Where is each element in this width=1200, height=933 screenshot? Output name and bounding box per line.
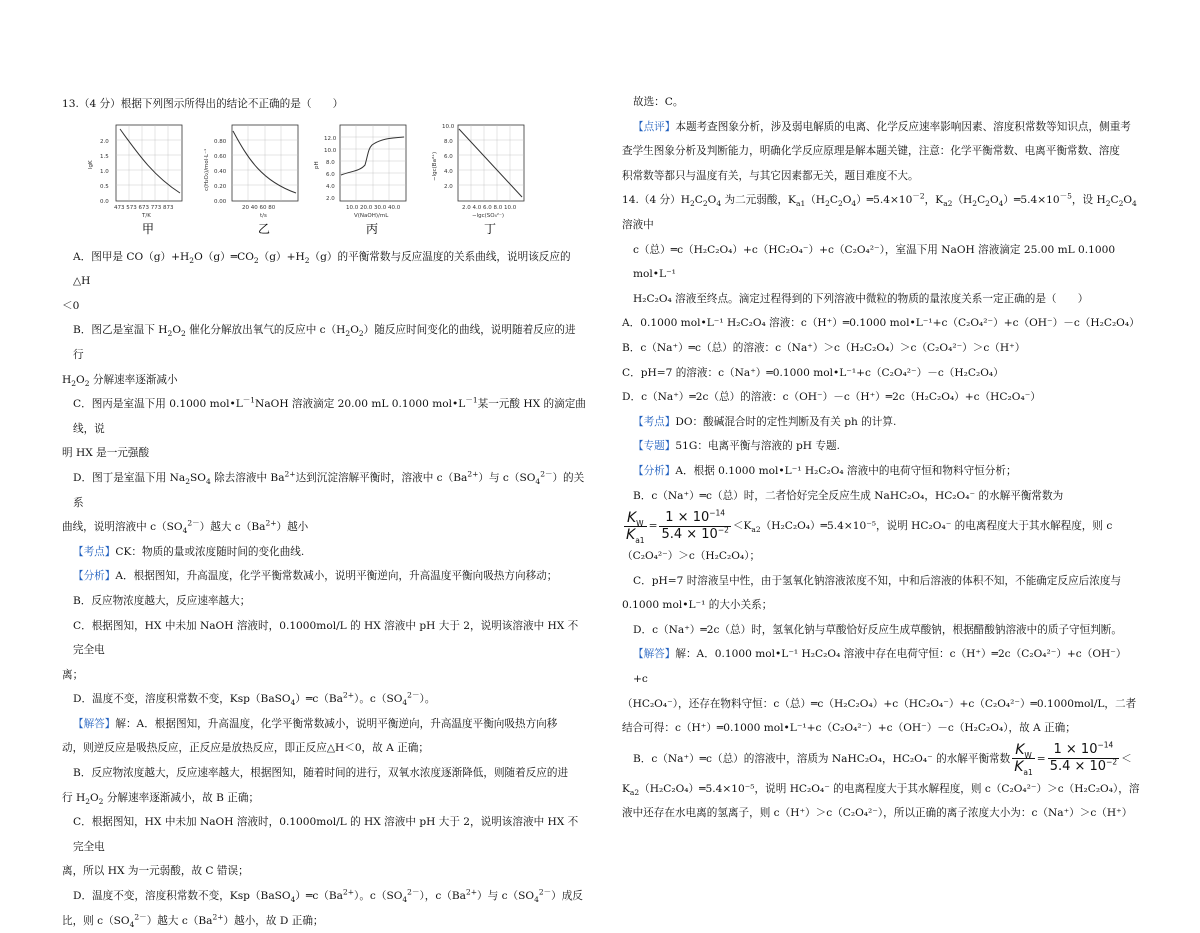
ding-xticks: 2.0 4.0 6.0 8.0 10.0 — [462, 204, 517, 211]
q13-option-a-cont: ＜0 — [62, 299, 80, 312]
q13-figures — [62, 119, 586, 243]
q14-jieda-b-cont: $K_{a2}(H_2C_2O_4)═5.4\times 10^{-5}$，说明 HC₂O₄⁻ 的电离程度大于其水解程度，则 c（C₂O₄²⁻）＞c（H₂C₂O₄），溶 — [622, 782, 1140, 797]
q14-zhuanti: 【专题】51G：电离平衡与溶液的 pH 专题. — [633, 440, 840, 453]
q14-option-c: C．pH=7 的溶液：c（Na⁺）═0.1000 mol•L⁻¹+c（C₂O₄²⁻）－c（H₂C₂O₄） — [622, 366, 1004, 379]
q13-kaodian: 【考点】CK：物质的量或浓度随时间的变化曲线. — [73, 545, 305, 558]
bing-ytick-4: 4.0 — [326, 183, 335, 190]
yi-ylabel: c(H₂O₂)/mol·L⁻¹ — [204, 148, 210, 191]
q13-jieda-d-cont: 比，则 $c(SO_4^{2-})$越大 $c(Ba^{2+})$越小，故 D 正确； — [62, 912, 324, 929]
q14-fenxi: 【分析】A．根据 0.1000 mol•L⁻¹ H₂C₂O₄ 溶液中的电荷守恒和物料守恒分析； — [633, 464, 1017, 477]
bing-ylabel: pH — [314, 160, 320, 169]
q14-title: 14.（4 分）$H_2C_2O_4$ 为二元弱酸，$K_{a1}(H_2C_2O_4)═5.4\times 10^{-2}$，$K_{a2}(H_2C_2O_4)═5.4\times 10^{-5}$，设 $H_2C_2O_4$ 溶液中 — [622, 191, 1137, 231]
jia-ytick-4: 0.0 — [100, 198, 109, 205]
numeric-fraction: $\frac{1 \times 10^{-14}}{5.4 \times 10^{-2}}$ — [661, 508, 729, 542]
jia-ytick-3: 0.5 — [100, 183, 109, 190]
q14-line-2: c（总）═c（H₂C₂O₄）+c（HC₂O₄⁻）+c（C₂O₄²⁻），室温下用 NaOH 溶液滴定 25.00 mL 0.1000 mol•L⁻¹ — [633, 243, 1116, 281]
bing-label: 丙 — [366, 221, 379, 236]
bing-xticks: 10.0 20.0 30.0 40.0 — [346, 204, 401, 211]
q13-option-c-cont: 明 HX 是一元强酸 — [62, 447, 150, 460]
yi-ytick-1: 0.60 — [214, 153, 227, 160]
bing-ytick-3: 6.0 — [326, 171, 335, 178]
q13-answer: 故选：C。 — [633, 96, 684, 108]
q14-fenxi-c-cont: 0.1000 mol•L⁻¹ 的大小关系； — [622, 599, 773, 612]
q13-dianping: 【点评】本题考查图象分析，涉及弱电解质的电离、化学反应速率影响因素、溶度积常数等知识点，侧重考 — [633, 120, 1131, 133]
bing-ytick-2: 8.0 — [326, 159, 335, 166]
figure-yi — [202, 119, 302, 253]
q14-jieda-a3: 结合可得：c（H⁺）═0.1000 mol•L⁻¹+c（C₂O₄²⁻）+c（OH⁻）－c（H₂C₂O₄），故 A 正确； — [622, 722, 1076, 735]
figure-ding — [428, 119, 528, 253]
figure-yi-plot — [202, 119, 302, 243]
q13-fenxi-d: D．温度不变，溶度积常数不变，$Ksp(BaSO_4)═c(Ba^{2+})$。$c(SO_4^{2-})$。 — [73, 690, 436, 708]
q13-dianping-2: 查学生图象分析及判断能力，明确化学反应原理是解本题关键，注意：化学平衡常数、电离平衡常数、溶度 — [622, 145, 1120, 158]
q13-dianping-3: 积常数等都只与温度有关，与其它因素都无关，题目难度不大。 — [622, 169, 919, 182]
q13-jieda-c: C．根据图知，HX 中未加 NaOH 溶液时，0.1000mol/L 的 HX 溶液中 pH 大于 2，说明该溶液中 HX 不完全电 — [73, 816, 579, 853]
ding-label: 丁 — [484, 221, 497, 236]
q13-jieda-c-cont: 离，所以 HX 为一元弱酸，故 C 错误； — [62, 865, 249, 878]
bing-ytick-1: 10.0 — [324, 147, 337, 154]
figure-jia — [86, 119, 186, 253]
figure-jia-plot — [86, 119, 186, 243]
figure-bing — [310, 119, 410, 253]
q13-jieda: 【解答】解：A．根据图知，升高温度，化学平衡常数减小，说明平衡逆向，升高温度平衡向吸热方向移 — [73, 717, 558, 730]
q13-jieda-a-cont: 动，则逆反应是吸热反应，正反应是放热反应，即正反应△H＜0，故 A 正确； — [62, 742, 429, 755]
q13-option-a: A．图甲是 $CO(g)+H_2O(g)═CO_2(g)+H_2(g)$的平衡常数与反应温度的关系曲线，说明该反应的△H — [73, 250, 571, 288]
yi-xticks: 20 40 60 80 — [242, 204, 276, 211]
jia-xticks: 473 573 673 773 873 — [114, 204, 174, 211]
q13-option-d: D．图丁是室温下用 $Na_2SO_4$ 除去溶液中 $Ba^{2+}$达到沉淀溶解平衡时，溶液中 $c(Ba^{2+})$与 $c(SO_4^{2-})$的关系 — [73, 469, 585, 509]
q14-fenxi-b-formula: $\frac{K_W}{K_{a1}}$ = $\frac{1 \times 10^{-14}}{5.4 \times 10^{-2}}$ $<K_{a2}(H_2C_2O_4)═5.4\times 10^{-5}$，说明 HC₂O₄⁻ 的电离程度大于其水解程度，则 c — [626, 508, 1113, 545]
q14-jieda-b: B．c（Na⁺）═c（总）的溶液中，溶质为 NaHC₂O₄，HC₂O₄⁻ 的水解平衡常数 $\frac{K_W}{K_{a1}}$ = $\frac{1 \times 10^{-14}}{5.4 \times 10^{-2}}$ ＜ — [633, 741, 1132, 778]
bing-xlabel: V(NaOH)/mL — [354, 212, 389, 219]
ding-ytick-4: 2.0 — [444, 183, 453, 190]
q13-title: 13.（4 分）根据下列图示所得出的结论不正确的是（ ） — [62, 98, 344, 110]
jia-xlabel: T/K — [142, 212, 151, 219]
q14-option-a: A．0.1000 mol•L⁻¹ H₂C₂O₄ 溶液：c（H⁺）═0.1000 mol•L⁻¹+c（C₂O₄²⁻）+c（OH⁻）－c（H₂C₂O₄） — [622, 317, 1140, 330]
q14-option-d: D．c（Na⁺）═2c（总）的溶液：c（OH⁻）－c（H⁺）═2c（H₂C₂O₄）+c（HC₂O₄⁻） — [622, 391, 1041, 404]
jia-ytick-2: 1.0 — [100, 168, 109, 175]
q14-fenxi-b: B．c（Na⁺）═c（总）时，二者恰好完全反应生成 NaHC₂O₄，HC₂O₄⁻ 的水解平衡常数为 — [633, 489, 1064, 502]
q13-jieda-d: D．温度不变，溶度积常数不变，$Ksp(BaSO_4)═c(Ba^{2+})$。$c(SO_4^{2-})$，$c(Ba^{2+})$与 $c(SO_4^{2-})$成反 — [73, 887, 583, 905]
yi-xlabel: t/s — [260, 212, 267, 219]
ding-ylabel: −lgc(Ba²⁺) — [432, 151, 438, 181]
kw-over-ka-fraction-2: $\frac{K_W}{K_{a1}}$ — [1014, 742, 1033, 778]
q13-jieda-b-cont: 行 $H_2O_2$ 分解速率逐渐减小，故 B 正确； — [62, 791, 260, 806]
q13-fenxi: 【分析】A．根据图知，升高温度，化学平衡常数减小，说明平衡逆向，升高温度平衡向吸热方向移动； — [73, 570, 558, 583]
right-column — [622, 90, 1140, 826]
q14-fenxi-b-cont: （C₂O₄²⁻）＞c（H₂C₂O₄）； — [622, 550, 761, 563]
ding-ytick-2: 6.0 — [444, 153, 453, 160]
q13-fenxi-c: C．根据图知，HX 中未加 NaOH 溶液时，0.1000mol/L 的 HX 溶液中 pH 大于 2，说明该溶液中 HX 不完全电 — [73, 619, 579, 657]
q13-fenxi-c-cont: 离； — [62, 668, 84, 681]
q13-option-d-cont: 曲线，说明溶液中 $c(SO_4^{2-})$越大 $c(Ba^{2+})$越小 — [62, 518, 309, 536]
yi-ytick-2: 0.40 — [214, 168, 227, 175]
q13-fenxi-b: B．反应物浓度越大，反应速率越大； — [73, 594, 251, 607]
q14-jieda: 【解答】解：A．0.1000 mol•L⁻¹ H₂C₂O₄ 溶液中存在电荷守恒：c（H⁺）═2c（C₂O₄²⁻）+c（OH⁻）+c — [633, 648, 1127, 686]
q14-jieda-a2: （HC₂O₄⁻），还存在物料守恒：c（总）═c（H₂C₂O₄）+c（HC₂O₄⁻）+c（C₂O₄²⁻）═0.1000mol/L，二者 — [622, 697, 1137, 710]
jia-ytick-1: 1.5 — [100, 153, 109, 160]
q13-option-c: C．图丙是室温下用 0.1000 $mol•L^{-1}NaOH$ 溶液滴定 20.00 mL 0.1000 $mol•L^{-1}$某一元酸 HX 的滴定曲线，说 — [73, 395, 586, 435]
figure-bing-plot — [310, 119, 410, 243]
yi-ytick-3: 0.20 — [214, 183, 227, 190]
q14-kaodian: 【考点】DO：酸碱混合时的定性判断及有关 ph 的计算. — [633, 415, 897, 428]
q14-jieda-b-cont2: 液中还存在水电离的氢离子，则 c（H⁺）＞c（C₂O₄²⁻），所以正确的离子浓度大小为：c（Na⁺）＞c（H⁺） — [622, 807, 1133, 820]
jia-ytick-0: 2.0 — [100, 138, 109, 145]
ding-ytick-3: 4.0 — [444, 168, 453, 175]
jia-label: 甲 — [142, 221, 155, 236]
q13-option-b: B．图乙是室温下 $H_2O_2$ 催化分解放出氧气的反应中 $c(H_2O_2)$随反应时间变化的曲线，说明随着反应的进行 — [73, 324, 576, 361]
ding-ytick-0: 10.0 — [442, 123, 455, 130]
numeric-fraction-2: $\frac{1 \times 10^{-14}}{5.4 \times 10^{-2}}$ — [1049, 741, 1118, 775]
q14-option-b: B．c（Na⁺）═c（总）的溶液：c（Na⁺）＞c（H₂C₂O₄）＞c（C₂O₄²⁻）＞c（H⁺） — [622, 341, 1026, 354]
jia-ylabel: lgK — [88, 159, 94, 169]
figure-ding-plot — [428, 119, 528, 243]
yi-label: 乙 — [258, 221, 271, 236]
left-column — [62, 92, 586, 933]
bing-ytick-5: 2.0 — [326, 195, 335, 202]
q14-fenxi-d: D．c（Na⁺）═2c（总）时，氢氧化钠与草酸恰好反应生成草酸钠，根据醋酸钠溶液中的质子守恒判断。 — [633, 623, 1122, 636]
q14-line-3: H₂C₂O₄ 溶液至终点。滴定过程得到的下列溶液中微粒的物质的量浓度关系一定正确的是（ ） — [633, 292, 1089, 305]
kw-over-ka-fraction: $\frac{K_W}{K_{a1}}$ — [626, 509, 645, 545]
yi-ytick-4: 0.00 — [214, 198, 227, 205]
q13-option-b-cont: $H_2O_2$ 分解速率逐渐减小 — [62, 373, 178, 388]
ding-ytick-1: 8.0 — [444, 138, 453, 145]
q14-fenxi-c: C．pH=7 时溶液呈中性，由于氢氧化钠溶液浓度不知，中和后溶液的体积不知，不能确定反应后浓度与 — [633, 574, 1122, 587]
q13-jieda-b: B．反应物浓度越大，反应速率越大，根据图知，随着时间的进行，双氧水浓度逐渐降低，则随着反应的进 — [73, 767, 569, 780]
yi-ytick-0: 0.80 — [214, 138, 227, 145]
bing-ytick-0: 12.0 — [324, 135, 337, 142]
ding-xlabel: −lgc(SO₄²⁻) — [472, 212, 505, 219]
